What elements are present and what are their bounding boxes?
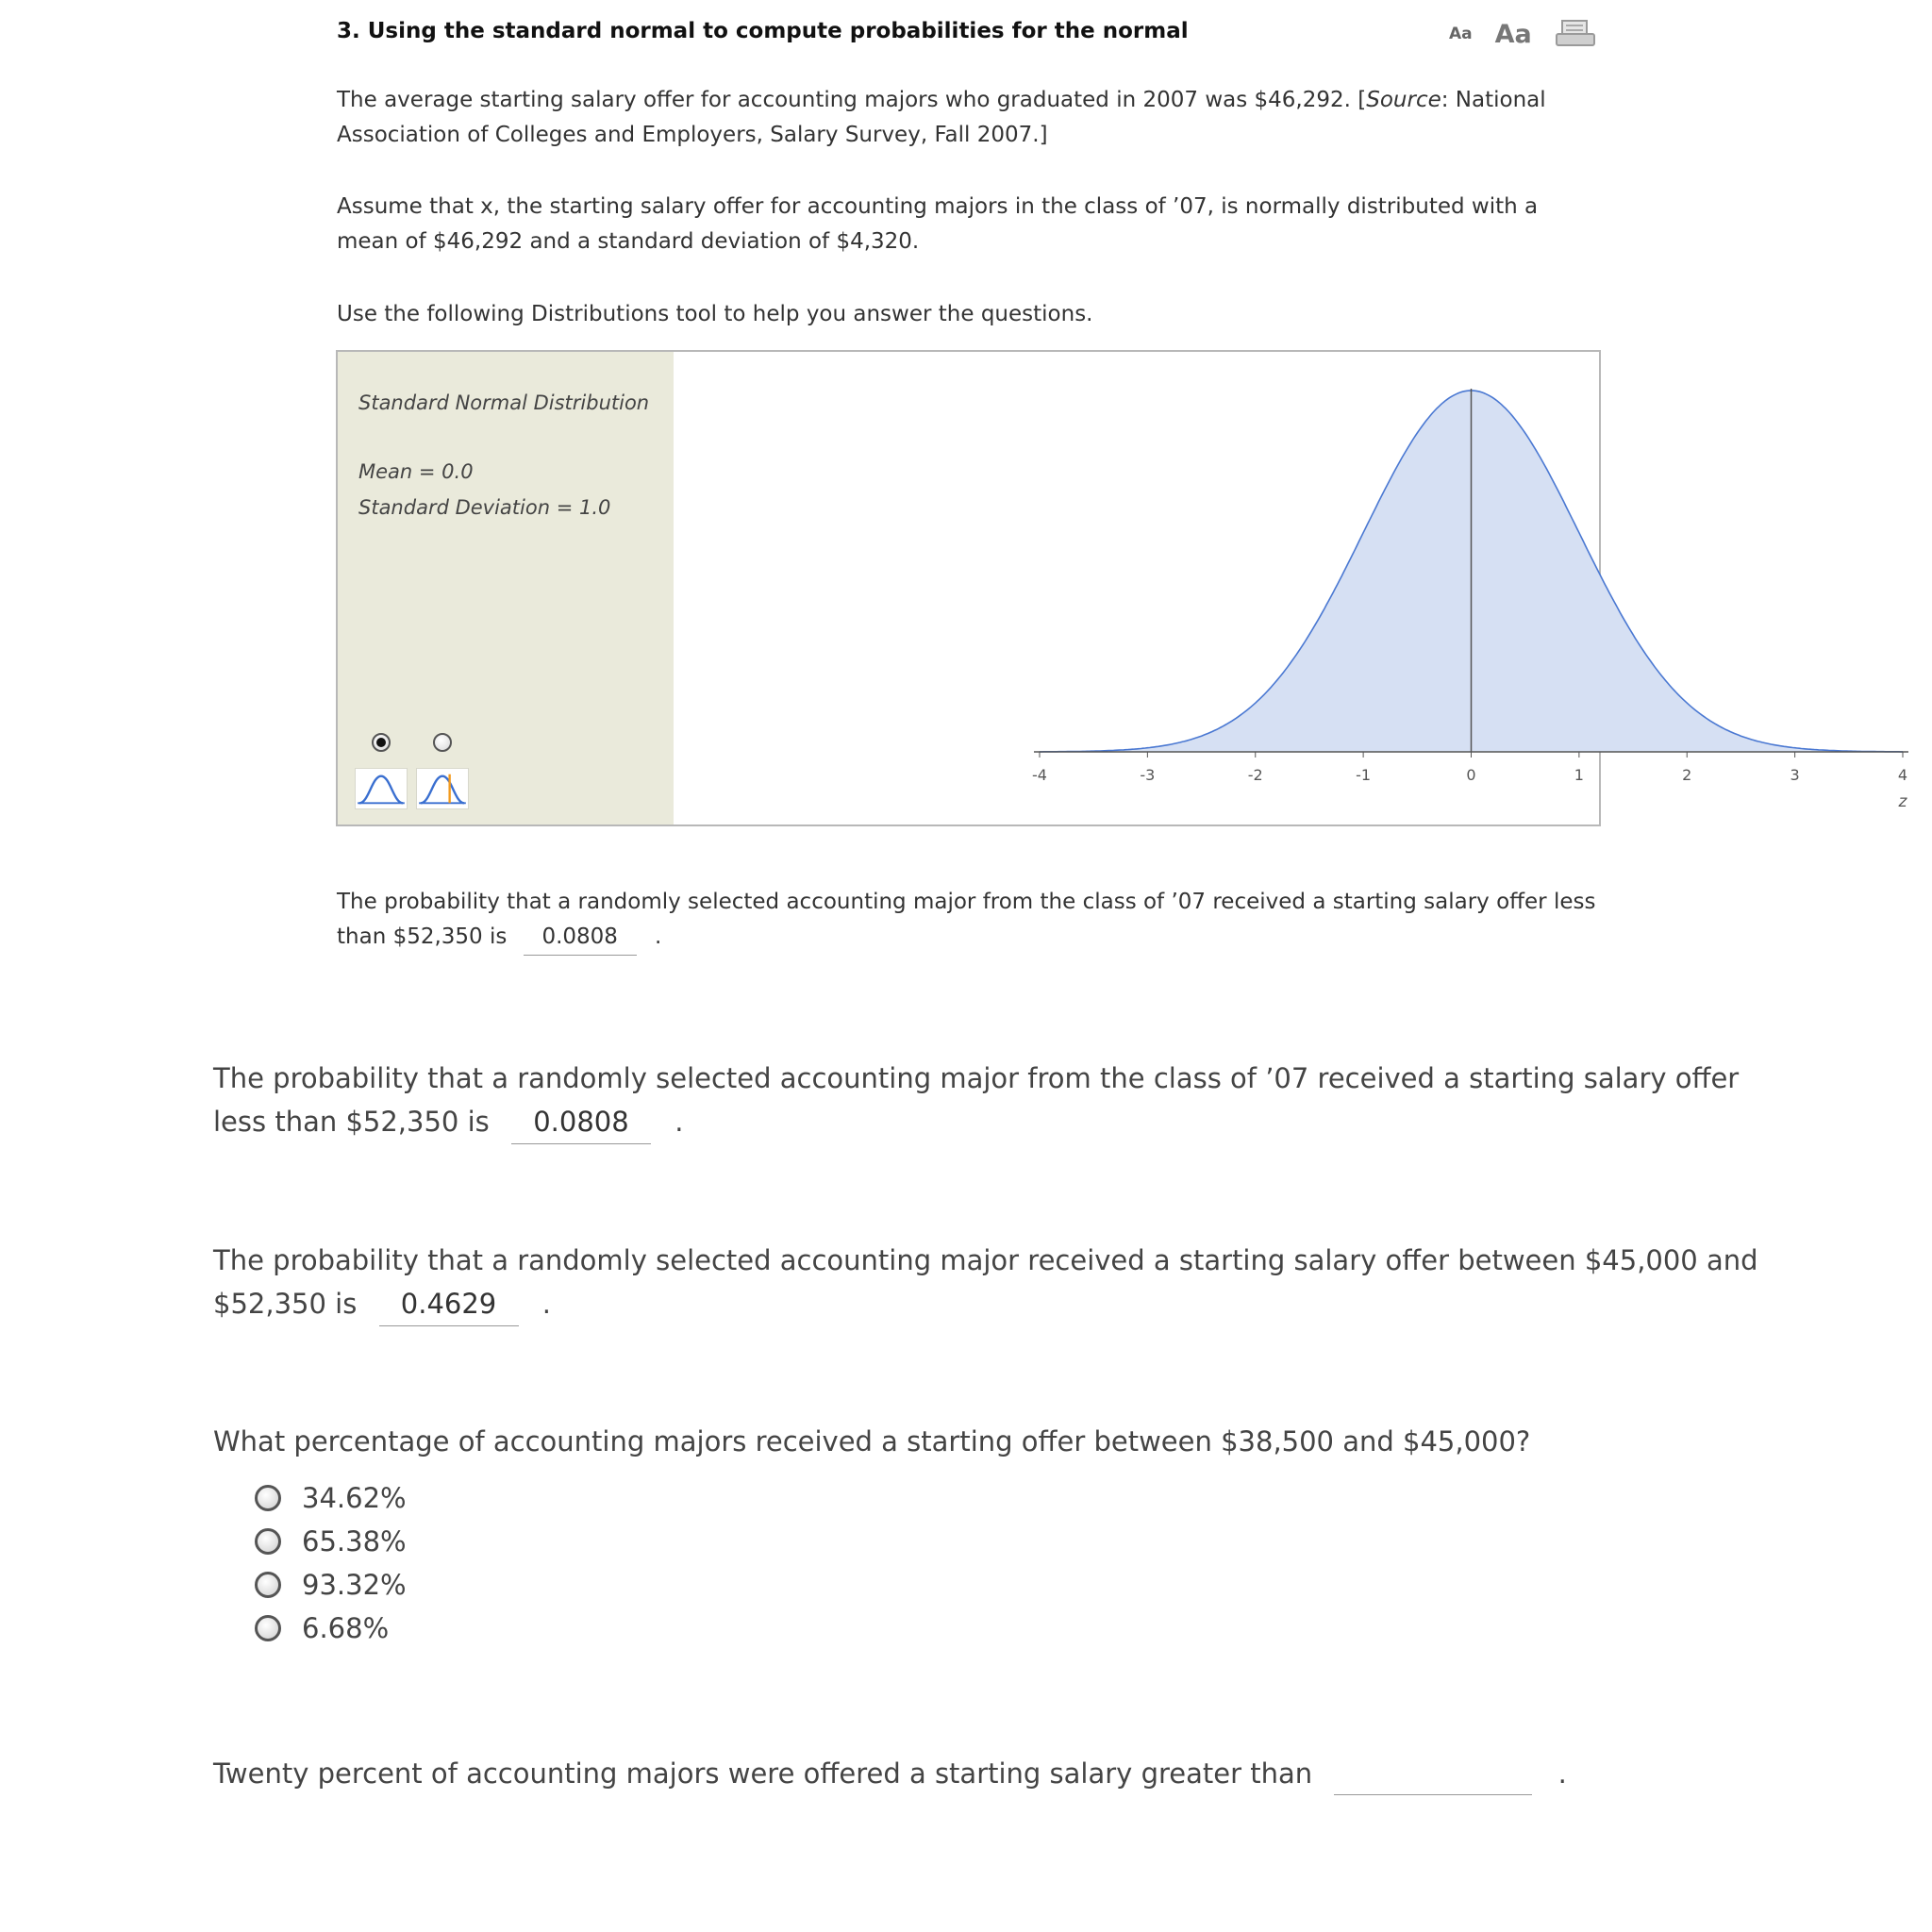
radio-button[interactable] (255, 1485, 281, 1511)
intro-paragraph-2: Assume that x, the starting salary offer for accounting majors in the class of ’07, is normally distributed with a mean of $46,292 and a standard deviation of $4,320. (337, 194, 1539, 254)
question-1 (213, 1057, 1760, 1144)
distribution-title: Standard Normal Distribution (358, 391, 650, 414)
radio-button[interactable] (255, 1572, 281, 1598)
q3-option-3-label: 93.32% (302, 1569, 407, 1601)
q-small-text: The probability that a randomly selected accounting major from the class of ’07 received a starting salary offer less than $52,350 is (337, 890, 1596, 949)
q1-period: . (675, 1106, 684, 1138)
decrease-font-button[interactable]: Aa (1449, 25, 1473, 43)
question-3: What percentage of accounting majors received a starting offer between $38,500 and $45,000? (213, 1425, 1531, 1457)
toolbar (1449, 19, 1596, 49)
increase-font-button[interactable]: Aa (1494, 19, 1532, 49)
q-small-answer-field[interactable]: 0.0808 (524, 920, 637, 956)
q3-option-1-label: 34.62% (302, 1482, 407, 1514)
x-tick-label: 1 (1574, 766, 1584, 784)
x-tick-label: 0 (1466, 766, 1476, 784)
intro-p1-prefix: The average starting salary offer for accounting majors who graduated in 2007 was $46,292. [ (337, 88, 1367, 112)
question-small-probability (337, 885, 1601, 956)
q2-text: The probability that a randomly selected accounting major received a starting salary offer between $45,000 and $52,350 is (213, 1244, 1758, 1320)
intro-paragraph-1 (337, 83, 1601, 153)
q1-text: The probability that a randomly selected accounting major from the class of ’07 received a starting salary offer less than $52,350 is (213, 1062, 1740, 1138)
q3-options (255, 1476, 407, 1650)
q2-answer-field[interactable]: 0.4629 (379, 1282, 519, 1326)
q4-answer-field[interactable] (1334, 1758, 1532, 1795)
x-tick-label: 2 (1682, 766, 1692, 784)
intro-paragraph-3: Use the following Distributions tool to help you answer the questions. (337, 302, 1093, 326)
mean-label: Mean = 0.0 (358, 460, 474, 483)
x-tick-label: -1 (1356, 766, 1372, 784)
source-label: Source (1366, 88, 1441, 112)
mode-radio-curve-marker[interactable] (433, 733, 452, 752)
q3-option-2-label: 65.38% (302, 1525, 407, 1557)
q3-option-2[interactable] (255, 1520, 407, 1563)
print-icon[interactable] (1555, 19, 1596, 49)
x-axis-label: z (1898, 792, 1907, 811)
normal-distribution-chart (674, 352, 1908, 824)
q1-answer-field[interactable]: 0.0808 (511, 1100, 651, 1144)
intro-p1-suffix: : National Association of Colleges and Employers, Salary Survey, Fall 2007.] (337, 88, 1546, 147)
radio-button[interactable] (255, 1528, 281, 1555)
x-tick-label: -2 (1247, 766, 1263, 784)
x-tick-label: 3 (1790, 766, 1800, 784)
q2-period: . (541, 1288, 551, 1320)
x-tick-label: 4 (1897, 766, 1908, 784)
q3-option-4[interactable] (255, 1607, 407, 1650)
q3-option-4-label: 6.68% (302, 1612, 390, 1644)
question-2 (213, 1239, 1760, 1326)
question-4 (213, 1752, 1760, 1795)
question-title: 3. Using the standard normal to compute probabilities for the normal (337, 19, 1189, 43)
bell-curve-icon[interactable] (355, 768, 408, 809)
q4-period: . (1557, 1757, 1567, 1790)
x-tick-label: -4 (1032, 766, 1047, 784)
radio-button[interactable] (255, 1615, 281, 1641)
bell-curve-with-marker-icon[interactable] (416, 768, 469, 809)
x-tick-label: -3 (1140, 766, 1156, 784)
q4-text: Twenty percent of accounting majors were offered a starting salary greater than (213, 1757, 1313, 1790)
sd-label: Standard Deviation = 1.0 (358, 496, 611, 519)
distributions-tool (336, 350, 1908, 826)
q3-option-1[interactable] (255, 1476, 407, 1520)
q3-option-3[interactable] (255, 1563, 407, 1607)
q-small-period: . (655, 924, 662, 949)
tool-settings-panel (338, 352, 674, 824)
mode-radio-curve[interactable] (372, 733, 391, 752)
